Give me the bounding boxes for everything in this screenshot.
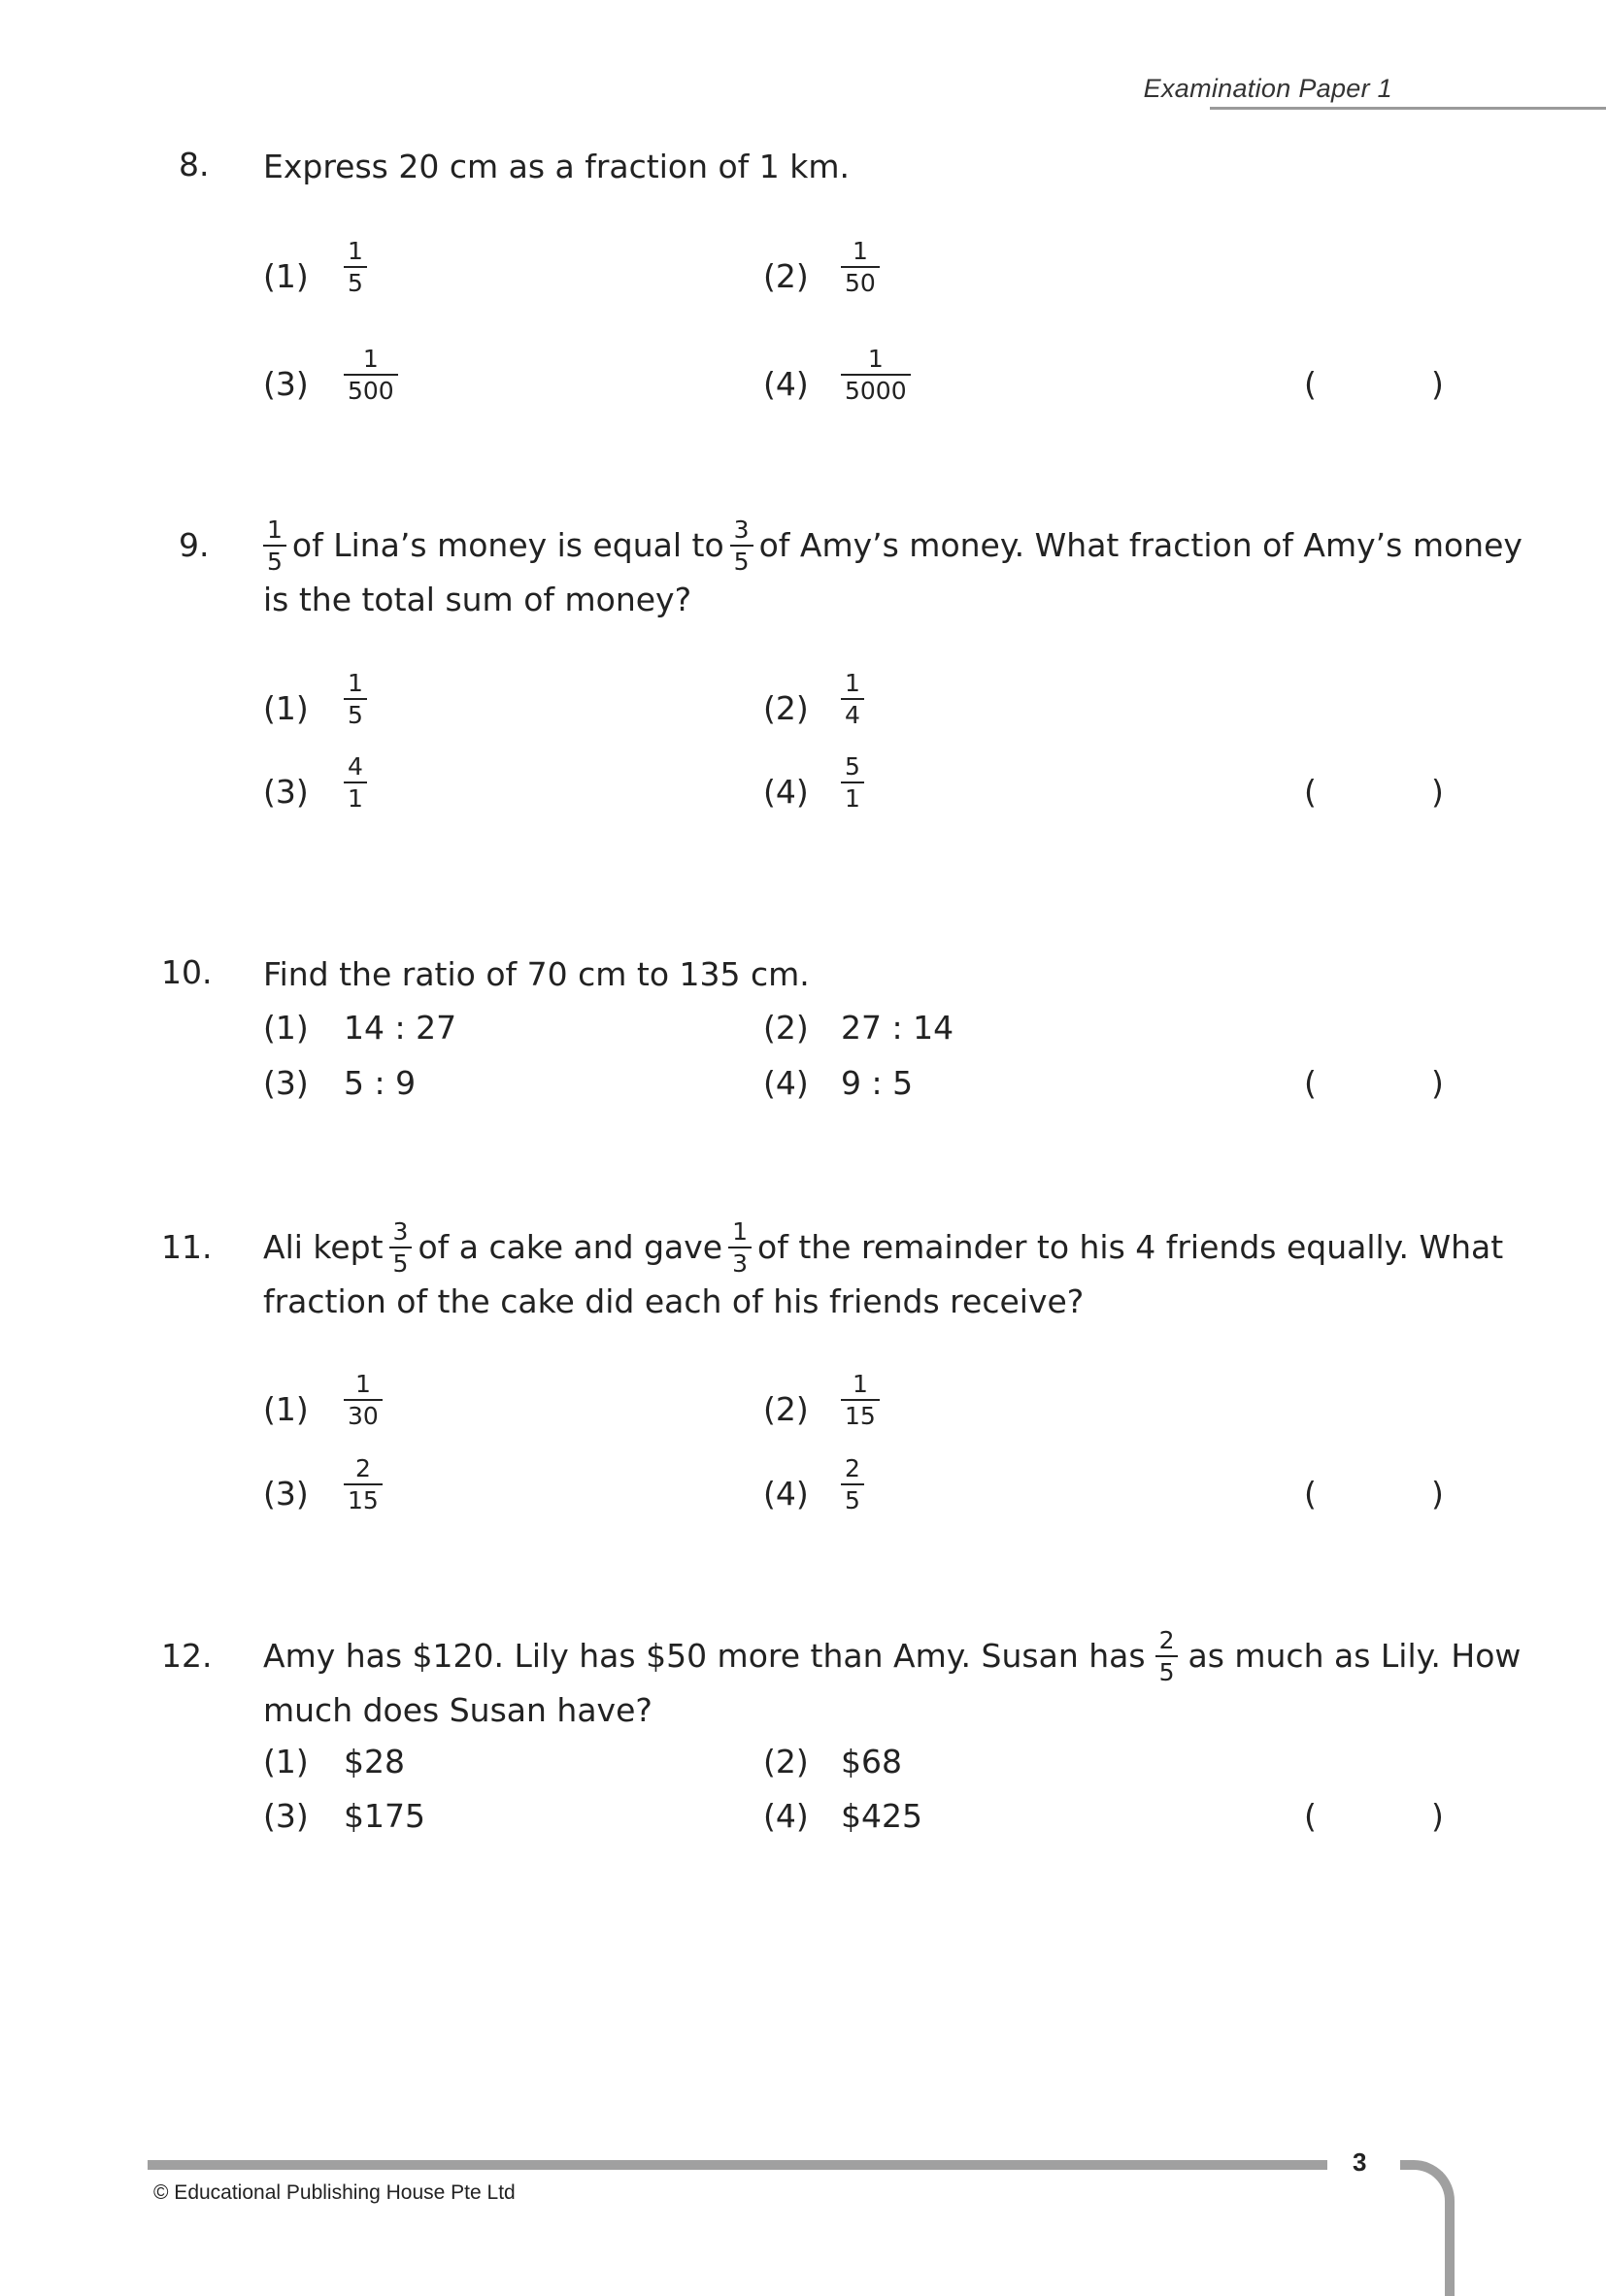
question-text-continued: is the total sum of money? [263, 581, 692, 618]
option-value: $425 [841, 1797, 922, 1835]
option-value: $175 [344, 1797, 425, 1835]
option-label: (2) [763, 689, 809, 727]
option-value: $68 [841, 1743, 902, 1780]
question-number: 8. [179, 146, 210, 183]
question-number: 9. [179, 526, 210, 564]
option-label: (3) [263, 1797, 309, 1835]
question-text-continued: much does Susan have? [263, 1691, 652, 1729]
option-label: (2) [763, 1009, 809, 1047]
option-fraction: $\frac{1}{5000}$ [841, 347, 911, 403]
answer-bracket-close: ) [1431, 773, 1444, 811]
option-fraction: $\frac{1}{30}$ [344, 1372, 383, 1428]
option-label: (4) [763, 1064, 809, 1102]
option-fraction: $\frac{1}{5}$ [344, 239, 367, 295]
option-label: (4) [763, 773, 809, 811]
option-value: 5 : 9 [344, 1064, 417, 1102]
question-text-continued: fraction of the cake did each of his friends receive? [263, 1282, 1085, 1320]
option-fraction: $\frac{4}{1}$ [344, 754, 367, 811]
question-text: Ali kept $\frac{3}{5}$ of a cake and gave $\frac{1}{3}$ of the remainder to his 4 friends equally. What [263, 1217, 1504, 1278]
question-text: Express 20 cm as a fraction of 1 km. [263, 148, 851, 185]
page-header-title: Examination Paper 1 [1143, 74, 1392, 103]
option-label: (2) [763, 1743, 809, 1780]
question-text: Amy has $120. Lily has $50 more than Amy. Susan has $\frac{2}{5}$ as much as Lily. How [263, 1626, 1522, 1686]
footer-rule [148, 2160, 1327, 2170]
option-label: (2) [763, 257, 809, 295]
option-fraction: $\frac{1}{500}$ [344, 347, 398, 403]
answer-bracket-close: ) [1431, 1797, 1444, 1835]
option-value: $28 [344, 1743, 405, 1780]
option-label: (1) [263, 1390, 309, 1428]
question-text: Find the ratio of 70 cm to 135 cm. [263, 955, 810, 993]
question-text: $\frac{1}{5}$ of Lina’s money is equal to $\frac{3}{5}$ of Amy’s money. What fraction of Amy’s money [263, 497, 1522, 594]
answer-bracket-open: ( [1304, 773, 1317, 811]
option-fraction: $\frac{2}{5}$ [841, 1456, 864, 1513]
option-label: (1) [263, 689, 309, 727]
option-value: 27 : 14 [841, 1009, 954, 1047]
option-fraction: $\frac{2}{15}$ [344, 1456, 383, 1513]
option-fraction: $\frac{1}{50}$ [841, 239, 880, 295]
option-label: (1) [263, 257, 309, 295]
option-label: (4) [763, 1797, 809, 1835]
page-number: 3 [1353, 2147, 1367, 2177]
copyright-notice: © Educational Publishing House Pte Ltd [153, 2181, 516, 2204]
option-fraction: $\frac{5}{1}$ [841, 754, 864, 811]
option-label: (3) [263, 365, 309, 403]
option-value: 14 : 27 [344, 1009, 457, 1047]
option-label: (1) [263, 1743, 309, 1780]
option-label: (3) [263, 773, 309, 811]
answer-bracket-open: ( [1304, 1475, 1317, 1513]
option-fraction: $\frac{1}{5}$ [344, 671, 367, 727]
answer-bracket-close: ) [1431, 365, 1444, 403]
option-label: (4) [763, 1475, 809, 1513]
answer-bracket-open: ( [1304, 1064, 1317, 1102]
answer-bracket-open: ( [1304, 1797, 1317, 1835]
option-fraction: $\frac{1}{4}$ [841, 671, 864, 727]
answer-bracket-close: ) [1431, 1475, 1444, 1513]
answer-bracket-open: ( [1304, 365, 1317, 403]
option-label: (3) [263, 1064, 309, 1102]
footer-corner-decoration [1400, 2160, 1455, 2296]
option-value: 9 : 5 [841, 1064, 914, 1102]
option-label: (3) [263, 1475, 309, 1513]
question-number: 10. [161, 953, 213, 991]
option-label: (4) [763, 365, 809, 403]
option-label: (1) [263, 1009, 309, 1047]
question-number: 11. [161, 1228, 213, 1266]
option-label: (2) [763, 1390, 809, 1428]
answer-bracket-close: ) [1431, 1064, 1444, 1102]
header-rule [1210, 107, 1606, 110]
question-number: 12. [161, 1637, 213, 1675]
option-fraction: $\frac{1}{15}$ [841, 1372, 880, 1428]
